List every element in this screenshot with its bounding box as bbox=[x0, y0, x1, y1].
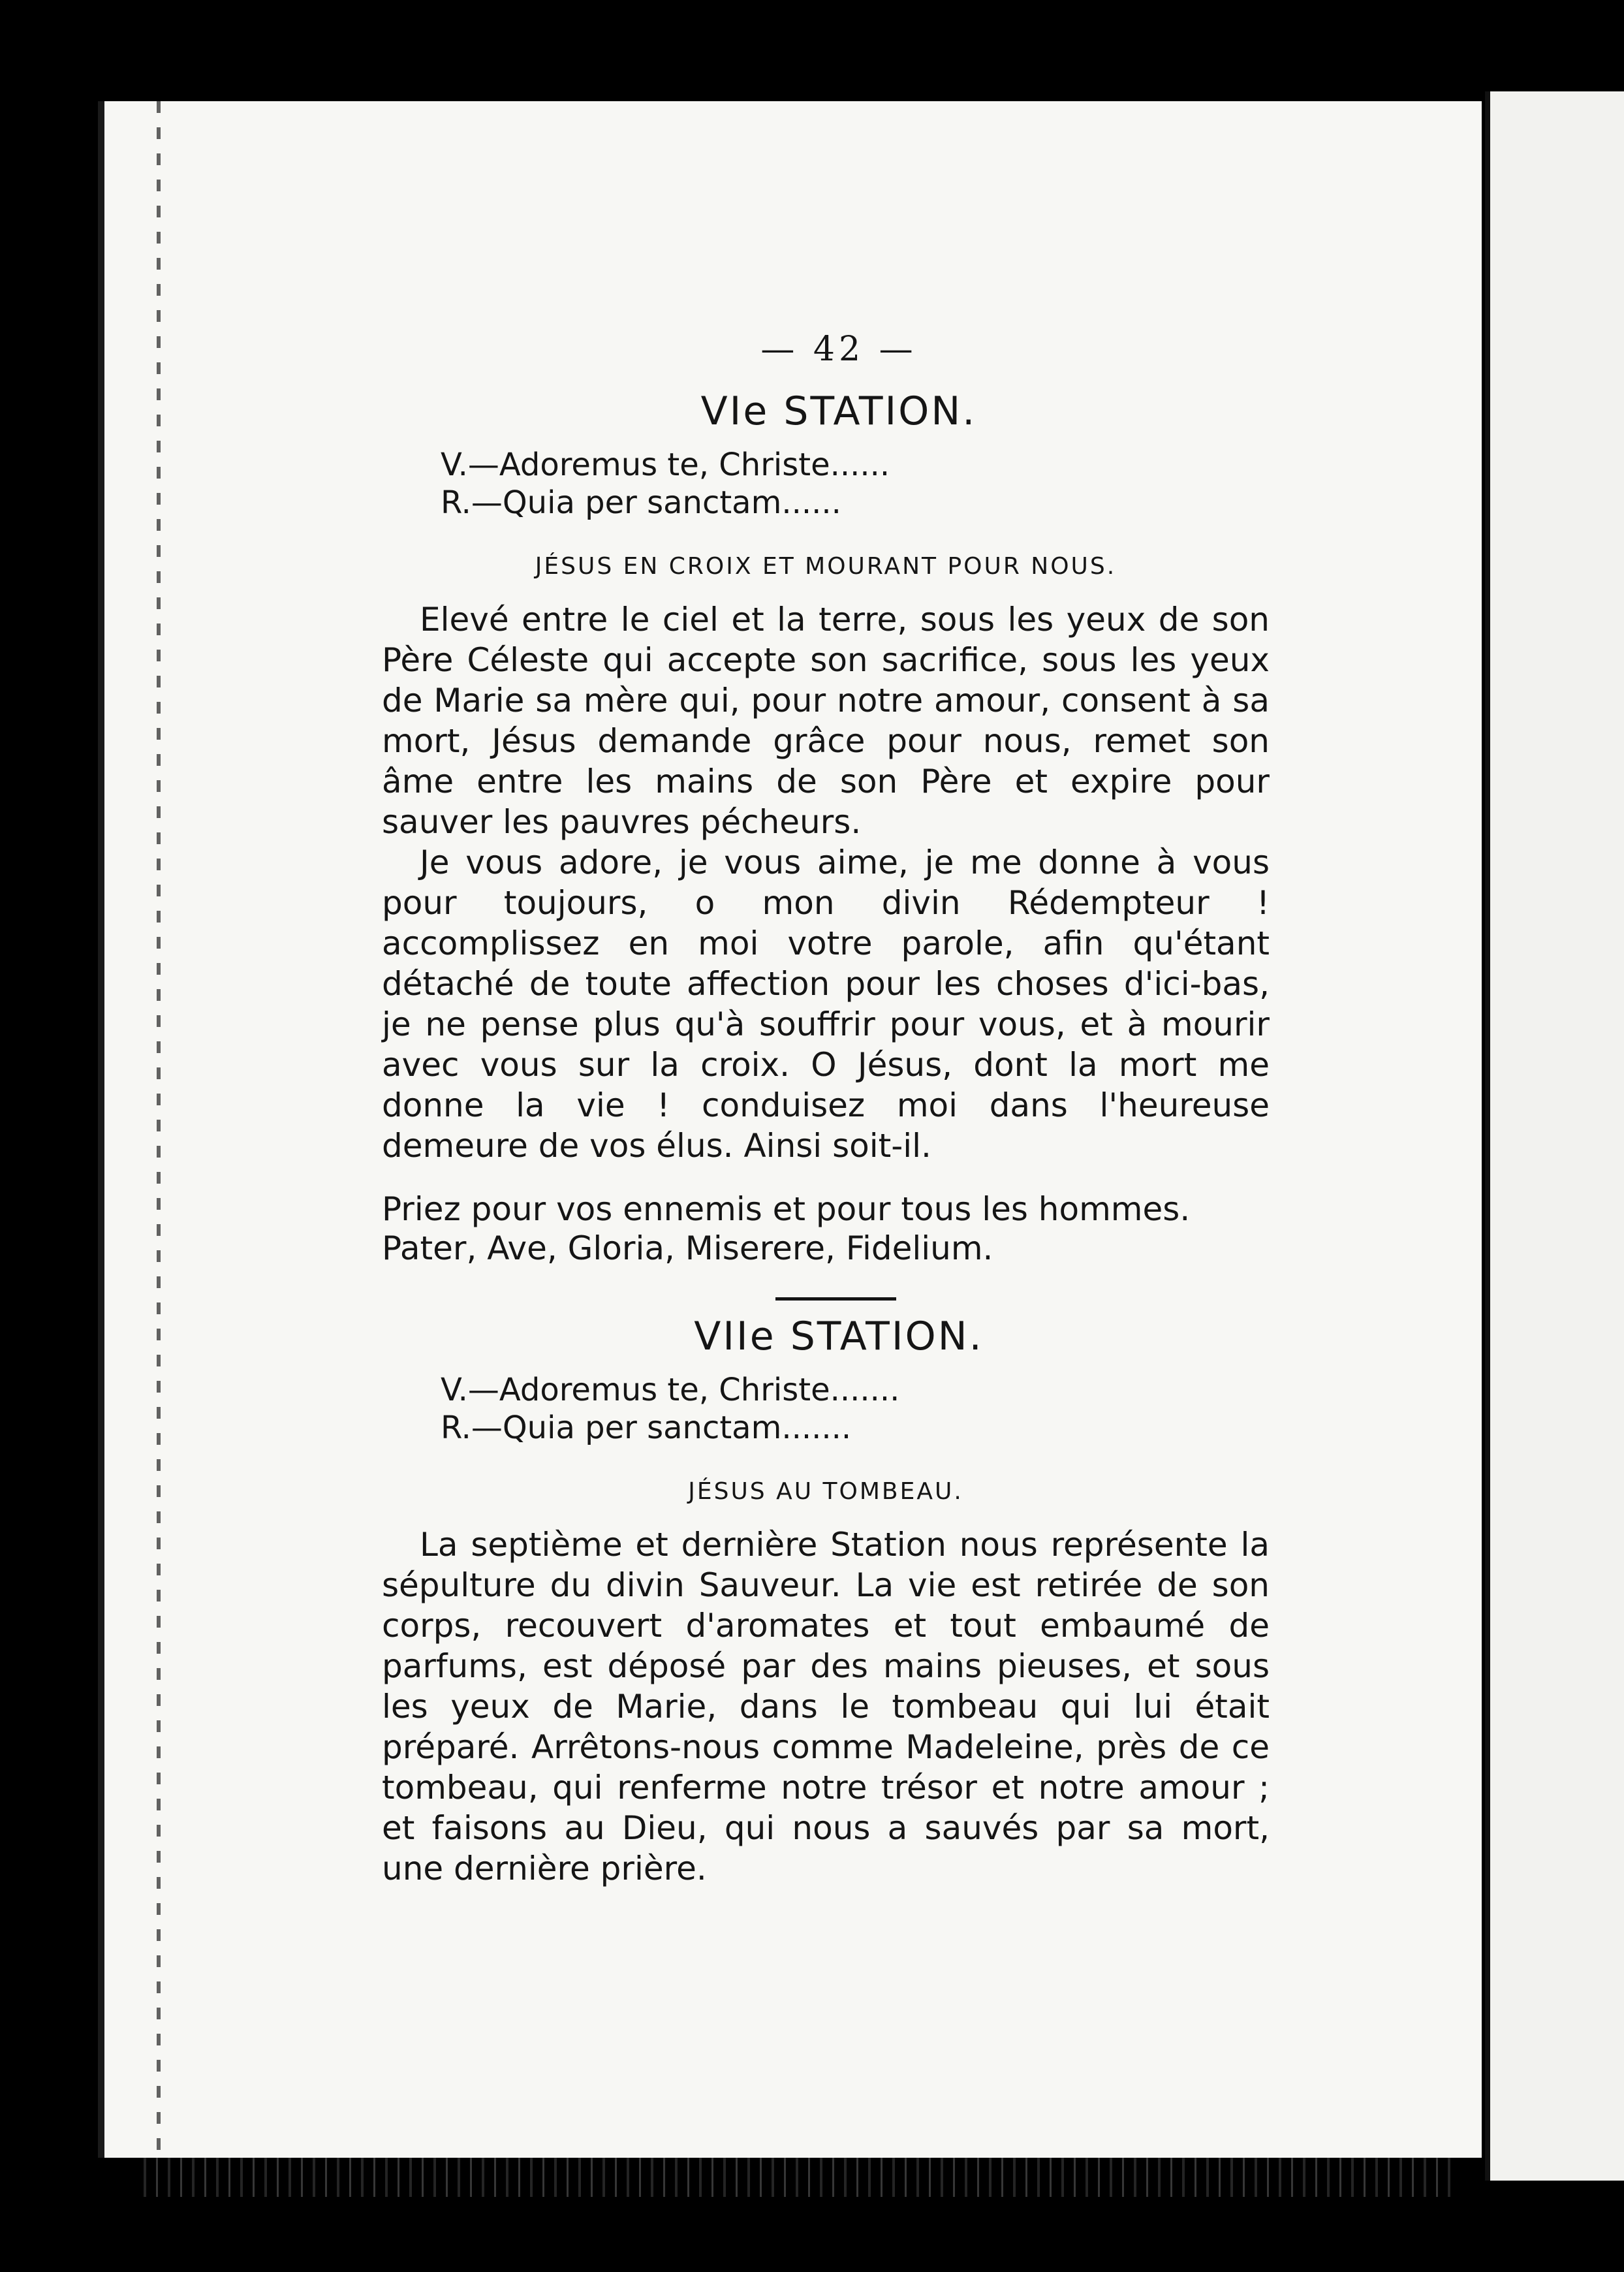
scan-noise bbox=[144, 2158, 1456, 2197]
station-6-heading: JÉSUS EN CROIX ET MOURANT POUR NOUS. bbox=[535, 553, 1117, 580]
station-6-paragraph-1: Elevé entre le ciel et la terre, sous les yeux de son Père Céleste qui accepte son sacrifice, sous les yeux de Marie sa mère qui, pour notre amour, consent à sa mort, Jésus demande grâce pour nous, remet son âme entre les mains de son Père et expire pour sauver les pauvres pécheurs. bbox=[382, 601, 1270, 841]
station-6-prayer-line-2: Pater, Ave, Gloria, Miserere, Fidelium. bbox=[382, 1229, 993, 1267]
adjacent-page-edge bbox=[1485, 91, 1624, 2181]
page-number: — 42 — bbox=[760, 330, 917, 369]
station-6-response: R.—Quia per sanctam...... bbox=[441, 484, 841, 521]
station-7-response: R.—Quia per sanctam....... bbox=[441, 1410, 852, 1446]
station-7-paragraph-1: La septième et dernière Station nous représente la sépulture du divin Sauveur. La vie est retirée de son corps, recouvert d'aromates et tout embaumé de parfums, est déposé par des mains pieuses, et sous les yeux de Marie, dans le tombeau qui lui était préparé. Arrêtons-nous comme Madeleine, près de ce tombeau, qui renferme notre trésor et notre amour ; et faisons au Dieu, qui nous a sauvés par sa mort, une dernière prière. bbox=[382, 1526, 1270, 1887]
page-edge-shadow bbox=[157, 101, 161, 2158]
station-6-title: VIe STATION. bbox=[700, 388, 977, 434]
station-6-prayer-line-1: Priez pour vos ennemis et pour tous les hommes. bbox=[382, 1190, 1191, 1228]
station-7 bbox=[382, 1314, 1270, 1889]
station-6-paragraph-2: Je vous adore, je vous aime, je me donne à vous pour toujours, o mon divin Rédempteur ! accomplissez en moi votre parole, afin qu'étant détaché de toute affection pour les choses d'ici-bas, je ne pense plus qu'à souffrir pour vous, et à mourir avec vous sur la croix. O Jésus, dont la mort me donne la vie ! conduisez moi dans l'heureuse demeure de vos élus. Ainsi soit-il. bbox=[382, 844, 1270, 1165]
station-6 bbox=[382, 388, 1270, 1268]
station-6-versicle: V.—Adoremus te, Christe...... bbox=[441, 447, 890, 483]
section-divider bbox=[775, 1297, 896, 1301]
station-7-title: VIIe STATION. bbox=[694, 1314, 984, 1359]
station-7-versicle: V.—Adoremus te, Christe....... bbox=[441, 1372, 900, 1408]
page-content bbox=[382, 330, 1270, 1889]
station-7-heading: JÉSUS AU TOMBEAU. bbox=[688, 1478, 963, 1505]
